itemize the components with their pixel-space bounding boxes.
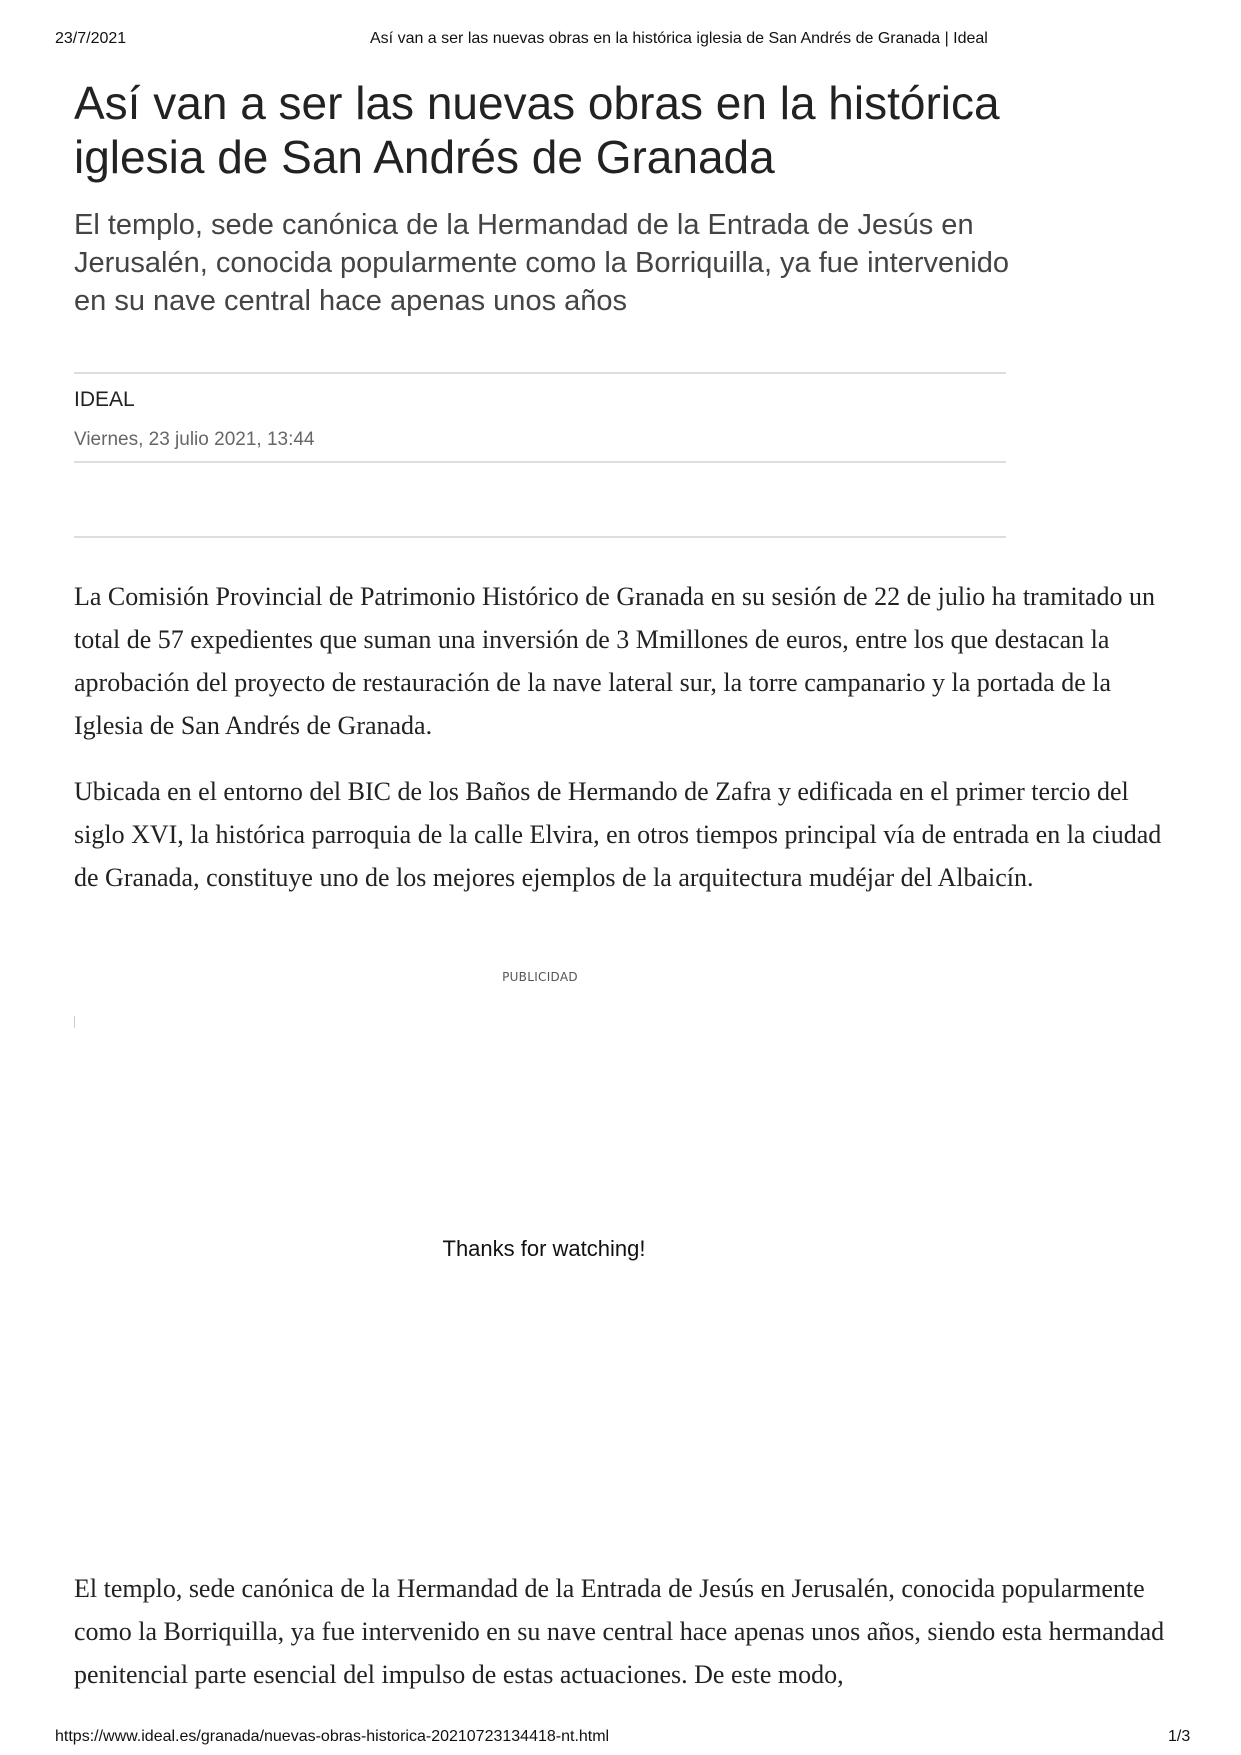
advertising-label: PUBLICIDAD xyxy=(502,970,578,984)
print-header-title: Así van a ser las nuevas obras en la histórica iglesia de San Andrés de Granada | Ideal xyxy=(370,30,988,47)
article-subtitle: El templo, sede canónica de la Hermandad de la Entrada de Jesús en Jerusalén, conocida popularmente como la Borriquilla, ya fue intervenido en su nave central hace apenas unos años xyxy=(74,209,1009,317)
advertising-video-slot[interactable] xyxy=(74,1008,1006,1528)
article-paragraph-2: Ubicada en el entorno del BIC de los Baños de Hermando de Zafra y edificada en el primer tercio del siglo XVI, la histórica parroquia de la calle Elvira, en otros tiempos principal vía de entrada en la ciudad de Granada, constituye uno de los mejores ejemplos de la arquitectura mudéjar del Albaicín. xyxy=(74,777,1162,892)
article-paragraph-1: La Comisión Provincial de Patrimonio Histórico de Granada en su sesión de 22 de julio ha tramitado un total de 57 expedientes que suman una inversión de 3 Mmillones de euros, entre los que destacan la aprobación del proyecto de restauración de la nave lateral sur, la torre campanario y la portada de la Iglesia de San Andrés de Granada. xyxy=(74,582,1155,740)
article-headline: Así van a ser las nuevas obras en la histórica iglesia de San Andrés de Granada xyxy=(74,77,1000,183)
video-message: Thanks for watching! xyxy=(442,1236,646,1261)
ad-marker xyxy=(74,1016,75,1028)
divider-top xyxy=(74,372,1006,374)
article-author[interactable]: IDEAL xyxy=(74,388,135,411)
print-footer-url: https://www.ideal.es/granada/nuevas-obras-historica-20210723134418-nt.html xyxy=(55,1728,610,1745)
print-footer-page-number: 1/3 xyxy=(1168,1728,1191,1745)
article-date: Viernes, 23 julio 2021, 13:44 xyxy=(74,429,315,450)
article-paragraph-3: El templo, sede canónica de la Hermandad de la Entrada de Jesús en Jerusalén, conocida popularmente como la Borriquilla, ya fue intervenido en su nave central hace apenas unos años, siendo esta hermandad penitencial parte esencial del impulso de estas actuaciones. De este modo, xyxy=(74,1574,1165,1689)
divider-bottom xyxy=(74,536,1006,538)
print-header-date: 23/7/2021 xyxy=(55,30,127,47)
divider-middle xyxy=(74,461,1006,463)
